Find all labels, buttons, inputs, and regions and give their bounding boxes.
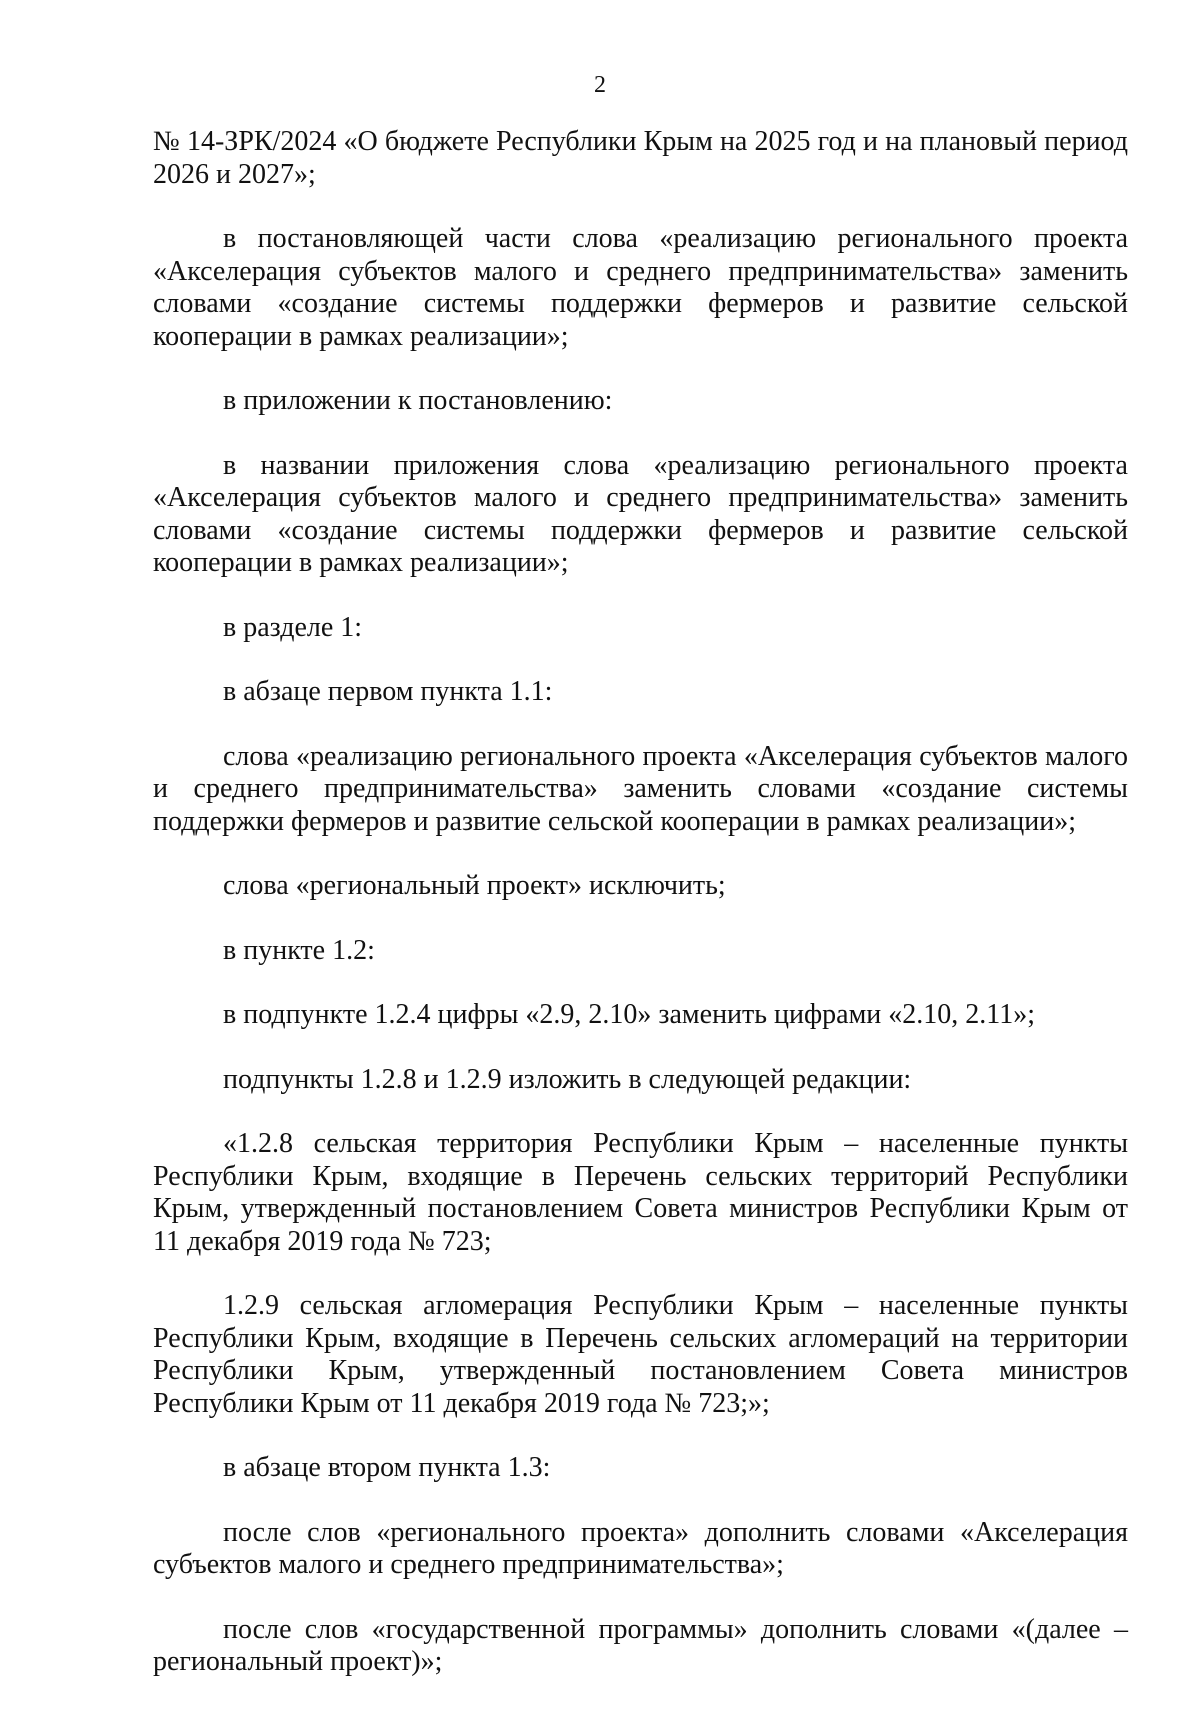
paragraph-add-regional-project: после слов «государственной программы» дополнить словами «(далее – региональный проект)»;	[153, 1613, 1128, 1677]
paragraph-operative-part: в постановляющей части слова «реализацию регионального проекта «Акселерация субъектов малого и среднего предпринимательства» заменить словами «создание системы поддержки фермеров и развитие сельской кооперации в рамках реализации»;	[153, 223, 1128, 352]
paragraph-clause-1-2: в пункте 1.2:	[223, 934, 375, 966]
paragraph-clause-1-3: в абзаце втором пункта 1.3:	[223, 1452, 551, 1483]
paragraph-appendix-intro: в приложении к постановлению:	[223, 385, 613, 416]
paragraph-exclude-words: слова «региональный проект» исключить;	[223, 870, 726, 901]
paragraph-subclauses-new-wording: подпункты 1.2.8 и 1.2.9 изложить в следующей редакции:	[223, 1063, 912, 1095]
page-number: 2	[594, 72, 606, 98]
paragraph-subclause-1-2-4: в подпункте 1.2.4 цифры «2.9, 2.10» заменить цифрами «2.10, 2.11»;	[223, 999, 1036, 1030]
paragraph-law-reference: № 14-ЗРК/2024 «О бюджете Республики Крым на 2025 год и на плановый период 2026 и 2027»;	[153, 126, 1128, 190]
paragraph-appendix-title: в названии приложения слова «реализацию регионального проекта «Акселерация субъектов малого и среднего предпринимательства» заменить словами «создание системы поддержки фермеров и развитие сельской кооперации в рамках реализации»;	[153, 449, 1128, 578]
paragraph-replace-words: слова «реализацию регионального проекта «Акселерация субъектов малого и среднего предпринимательства» заменить словами «создание системы поддержки фермеров и развитие сельской кооперации в рамках реализации»;	[153, 740, 1128, 837]
paragraph-subclause-1-2-8: «1.2.8 сельская территория Республики Крым – населенные пункты Республики Крым, входящие в Перечень сельских территорий Республики Крым, утвержденный постановлением Совета министров Республики Крым от 11 декабря 2019 года № 723;	[153, 1128, 1128, 1257]
paragraph-add-acceleration: после слов «регионального проекта» дополнить словами «Акселерация субъектов малого и среднего предпринимательства»;	[153, 1516, 1128, 1580]
paragraph-clause-1-1: в абзаце первом пункта 1.1:	[223, 676, 553, 707]
paragraph-section-1: в разделе 1:	[223, 611, 363, 643]
paragraph-subclause-1-2-9: 1.2.9 сельская агломерация Республики Крым – населенные пункты Республики Крым, входящие в Перечень сельских агломераций на территории Республики Крым, утвержденный постановлением Совета министров Республики Крым от 11 декабря 2019 года № 723;»;	[153, 1290, 1128, 1419]
document-body	[153, 126, 1128, 1711]
